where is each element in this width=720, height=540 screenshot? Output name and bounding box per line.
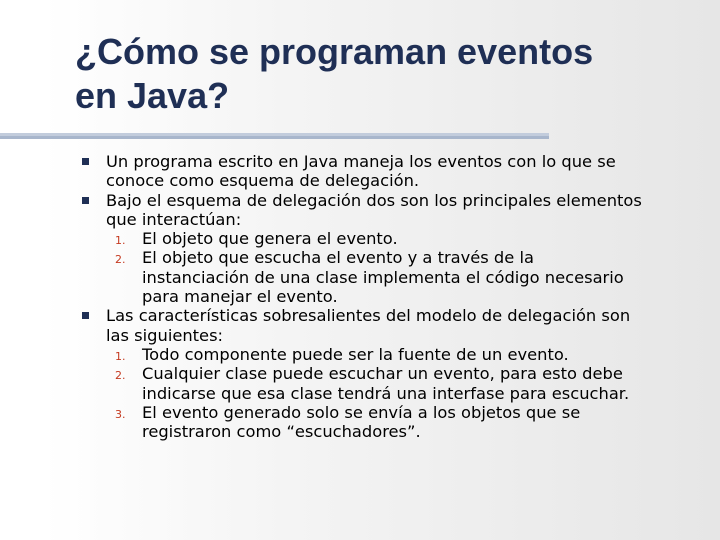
bullet-text: que interactúan:: [106, 209, 242, 229]
title-divider: [0, 133, 549, 139]
bullet-square-icon: [82, 197, 89, 204]
item-text: Cualquier clase puede escuchar un evento, para esto debe: [142, 364, 623, 384]
bullet-square-icon: [82, 158, 89, 165]
numbered-item: [82, 248, 702, 306]
bullet-text: Las características sobresalientes del modelo de delegación son: [106, 306, 631, 326]
slide-title: [75, 30, 695, 118]
title-line-1: ¿Cómo se programan eventos: [75, 31, 594, 72]
numbered-item: [82, 403, 702, 442]
item-number: 1.: [115, 349, 126, 363]
item-text: indicarse que esa clase tendrá una interfase para escuchar.: [142, 383, 630, 403]
bullet-text: Un programa escrito en Java maneja los eventos con lo que se: [106, 152, 616, 171]
numbered-item: [82, 229, 702, 248]
item-text: El objeto que genera el evento.: [142, 229, 398, 249]
title-line-2: en Java?: [75, 75, 230, 116]
item-number: 3.: [115, 407, 126, 421]
item-text: Todo componente puede ser la fuente de un evento.: [142, 344, 569, 364]
bullet-square-icon: [82, 312, 89, 319]
bullet-item: [82, 306, 702, 345]
item-text: registraron como “escuchadores”.: [142, 422, 421, 442]
bullet-text: Bajo el esquema de delegación dos son los principales elementos: [106, 190, 642, 210]
bullet-text: conoce como esquema de delegación.: [106, 171, 420, 191]
item-number: 2.: [115, 369, 126, 383]
numbered-item: [82, 364, 702, 403]
slide-body: [82, 152, 702, 441]
item-number: 2.: [115, 253, 126, 267]
item-text: El objeto que escucha el evento y a través de la: [142, 248, 534, 268]
bullet-item: [82, 191, 702, 230]
bullet-item: [82, 152, 702, 191]
item-text: instanciación de una clase implementa el código necesario: [142, 267, 624, 287]
item-text: El evento generado solo se envía a los objetos que se: [142, 402, 581, 422]
bullet-text: las siguientes:: [106, 325, 224, 345]
item-text: para manejar el evento.: [142, 287, 338, 307]
item-number: 1.: [115, 234, 126, 248]
numbered-item: [82, 345, 702, 364]
